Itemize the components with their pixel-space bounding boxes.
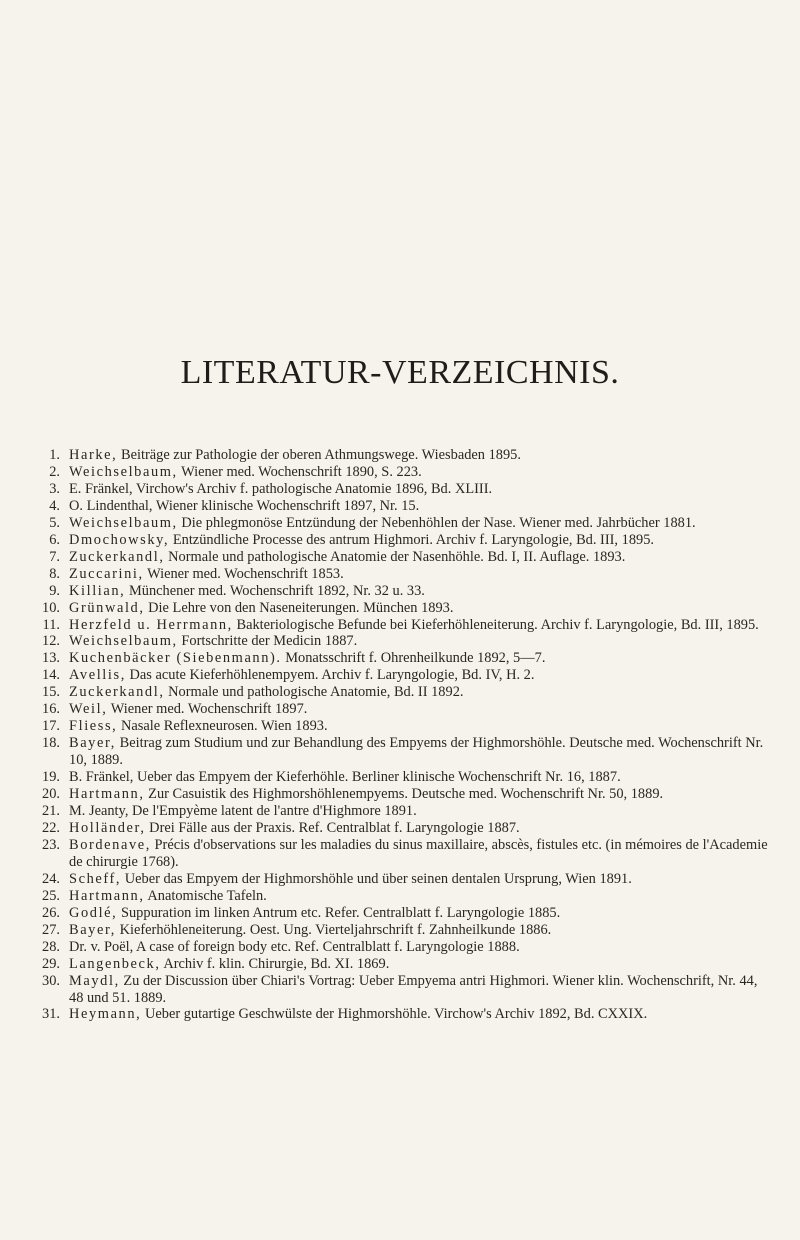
- page-title: LITERATUR-VERZEICHNIS.: [180, 354, 620, 391]
- bibliography-list: [36, 447, 770, 1023]
- entry-number: 28.: [42, 938, 60, 955]
- entry-text: Wiener med. Wochenschrift 1853.: [147, 565, 344, 582]
- bibliography-entry: [36, 498, 770, 515]
- entry-number: 12.: [42, 633, 60, 650]
- entry-number: 6.: [49, 531, 60, 548]
- bibliography-entry: [36, 701, 770, 718]
- entry-text: Monatsschrift f. Ohrenheilkunde 1892, 5—7.: [285, 650, 546, 667]
- entry-author: Scheff,: [69, 870, 122, 887]
- entry-number: 31.: [42, 1006, 60, 1023]
- entry-number: 24.: [42, 870, 60, 887]
- entry-number: 27.: [42, 921, 60, 938]
- entry-author: Avellis,: [69, 667, 126, 684]
- entry-text: Kieferhöhleneiterung. Oest. Ung. Vierteljahrschrift f. Zahnheilkunde 1886.: [119, 921, 552, 938]
- bibliography-entry: [36, 769, 770, 786]
- entry-author: Zuckerkandl,: [69, 684, 165, 701]
- entry-number: 18.: [42, 735, 60, 752]
- entry-author: Maydl,: [69, 972, 120, 989]
- entry-number: 17.: [42, 718, 60, 735]
- entry-text: Zur Casuistik des Highmorshöhlenempyems. Deutsche med. Wochenschrift Nr. 50, 1889.: [148, 786, 664, 803]
- bibliography-entry: [36, 617, 770, 634]
- entry-text: M. Jeanty, De l'Empyème latent de l'antre d'Highmore 1891.: [69, 803, 417, 820]
- entry-text: Ueber das Empyem der Highmorshöhle und über seinen dentalen Ursprung, Wien 1891.: [124, 870, 632, 887]
- entry-author: Weil,: [69, 701, 108, 718]
- entry-number: 21.: [42, 803, 60, 820]
- entry-author: Hartmann,: [69, 887, 145, 904]
- bibliography-entry: [36, 973, 770, 1007]
- entry-number: 9.: [49, 582, 60, 599]
- bibliography-entry: [36, 939, 770, 956]
- entry-text: Précis d'observations sur les maladies du sinus maxillaire, abscès, fistules etc. (in mémoires de l'Academie de chirurgie 1768).: [69, 836, 768, 870]
- entry-number: 25.: [42, 887, 60, 904]
- entry-author: Holländer,: [69, 819, 146, 836]
- entry-number: 16.: [42, 701, 60, 718]
- entry-text: Ueber gutartige Geschwülste der Highmorshöhle. Virchow's Archiv 1892, Bd. CXXIX.: [144, 1006, 648, 1023]
- entry-number: 30.: [42, 972, 60, 989]
- entry-text: Das acute Kieferhöhlenempyem. Archiv f. Laryngologie, Bd. IV, H. 2.: [129, 667, 535, 684]
- entry-number: 4.: [49, 497, 60, 514]
- entry-number: 10.: [42, 599, 60, 616]
- bibliography-entry: [36, 905, 770, 922]
- bibliography-entry: [36, 922, 770, 939]
- entry-author: Hartmann,: [69, 786, 145, 803]
- bibliography-entry: [36, 650, 770, 667]
- entry-text: B. Fränkel, Ueber das Empyem der Kieferhöhle. Berliner klinische Wochenschrift Nr. 16, 1887.: [69, 769, 621, 786]
- entry-number: 8.: [49, 565, 60, 582]
- entry-author: Kuchenbäcker (Siebenmann).: [69, 650, 282, 667]
- entry-text: Anatomische Tafeln.: [147, 887, 267, 904]
- entry-author: Killian,: [69, 582, 126, 599]
- entry-author: Bordenave,: [69, 836, 151, 853]
- entry-number: 3.: [49, 480, 60, 497]
- entry-text: Suppuration im linken Antrum etc. Refer. Centralblatt f. Laryngologie 1885.: [120, 904, 561, 921]
- entry-number: 2.: [49, 463, 60, 480]
- entry-text: Drei Fälle aus der Praxis. Ref. Centralblat f. Laryngologie 1887.: [149, 819, 520, 836]
- entry-author: Fliess,: [69, 718, 118, 735]
- entry-number: 5.: [49, 514, 60, 531]
- bibliography-entry: [36, 532, 770, 549]
- entry-text: Dr. v. Poël, A case of foreign body etc. Ref. Centralblatt f. Laryngologie 1888.: [69, 938, 520, 955]
- entry-author: Zuckerkandl,: [69, 548, 165, 565]
- entry-author: Weichselbaum,: [69, 633, 178, 650]
- bibliography-entry: [36, 1006, 770, 1023]
- bibliography-entry: [36, 633, 770, 650]
- entry-author: Godlé,: [69, 904, 118, 921]
- bibliography-entry: [36, 447, 770, 464]
- bibliography-entry: [36, 956, 770, 973]
- entry-number: 14.: [42, 667, 60, 684]
- entry-text: Wiener med. Wochenschrift 1890, S. 223.: [181, 463, 422, 480]
- entry-number: 22.: [42, 819, 60, 836]
- bibliography-entry: [36, 464, 770, 481]
- entry-text: Münchener med. Wochenschrift 1892, Nr. 32 u. 33.: [128, 582, 425, 599]
- bibliography-entry: [36, 786, 770, 803]
- entry-number: 7.: [49, 548, 60, 565]
- entry-number: 20.: [42, 786, 60, 803]
- bibliography-entry: [36, 549, 770, 566]
- entry-text: Zu der Discussion über Chiari's Vortrag: Ueber Empyema antri Highmori. Wiener klin. Wochenschrift, Nr. 44, 48 und 51. 1889.: [69, 972, 758, 1006]
- entry-author: Weichselbaum,: [69, 514, 178, 531]
- entry-text: Die phlegmonöse Entzündung der Nebenhöhlen der Nase. Wiener med. Jahrbücher 1881.: [181, 514, 696, 531]
- entry-text: Nasale Reflexneurosen. Wien 1893.: [121, 718, 328, 735]
- entry-author: Weichselbaum,: [69, 463, 178, 480]
- entry-author: Harke,: [69, 447, 118, 463]
- entry-author: Herzfeld u. Herrmann,: [69, 616, 233, 633]
- entry-text: Bakteriologische Befunde bei Kieferhöhleneiterung. Archiv f. Laryngologie, Bd. III, 1895.: [236, 616, 759, 633]
- entry-text: Archiv f. klin. Chirurgie, Bd. XI. 1869.: [163, 955, 390, 972]
- bibliography-entry: [36, 684, 770, 701]
- entry-number: 19.: [42, 769, 60, 786]
- bibliography-entry: [36, 888, 770, 905]
- bibliography-entry: [36, 515, 770, 532]
- entry-text: Entzündliche Processe des antrum Highmori. Archiv f. Laryngologie, Bd. III, 1895.: [172, 531, 655, 548]
- entry-author: Dmochowsky,: [69, 531, 170, 548]
- entry-author: Heymann,: [69, 1006, 142, 1023]
- entry-author: Bayer,: [69, 735, 116, 752]
- entry-number: 15.: [42, 684, 60, 701]
- entry-text: Fortschritte der Medicin 1887.: [181, 633, 358, 650]
- entry-number: 1.: [49, 447, 60, 463]
- bibliography-entry: [36, 871, 770, 888]
- entry-author: Grünwald,: [69, 599, 145, 616]
- entry-text: E. Fränkel, Virchow's Archiv f. pathologische Anatomie 1896, Bd. XLIII.: [69, 480, 493, 497]
- bibliography-entry: [36, 820, 770, 837]
- entry-author: Langenbeck,: [69, 955, 161, 972]
- entry-number: 26.: [42, 904, 60, 921]
- entry-number: 11.: [42, 616, 60, 633]
- bibliography-entry: [36, 481, 770, 498]
- bibliography-entry: [36, 667, 770, 684]
- bibliography-entry: [36, 583, 770, 600]
- bibliography-entry: [36, 837, 770, 871]
- entry-text: Beitrag zum Studium und zur Behandlung des Empyems der Highmorshöhle. Deutsche med. Wochenschrift Nr. 10, 1889.: [69, 735, 764, 769]
- entry-text: Normale und pathologische Anatomie, Bd. II 1892.: [168, 684, 464, 701]
- bibliography-entry: [36, 718, 770, 735]
- entry-author: Bayer,: [69, 921, 116, 938]
- bibliography-entry: [36, 735, 770, 769]
- bibliography-entry: [36, 566, 770, 583]
- entry-text: O. Lindenthal, Wiener klinische Wochenschrift 1897, Nr. 15.: [69, 497, 420, 514]
- entry-text: Normale und pathologische Anatomie der Nasenhöhle. Bd. I, II. Auflage. 1893.: [168, 548, 626, 565]
- entry-text: Wiener med. Wochenschrift 1897.: [110, 701, 308, 718]
- entry-text: Beiträge zur Pathologie der oberen Athmungswege. Wiesbaden 1895.: [120, 447, 521, 463]
- entry-number: 23.: [42, 836, 60, 853]
- bibliography-entry: [36, 803, 770, 820]
- entry-text: Die Lehre von den Naseneiterungen. München 1893.: [148, 599, 454, 616]
- entry-number: 29.: [42, 955, 60, 972]
- entry-author: Zuccarini,: [69, 565, 144, 582]
- entry-number: 13.: [42, 650, 60, 667]
- bibliography-entry: [36, 600, 770, 617]
